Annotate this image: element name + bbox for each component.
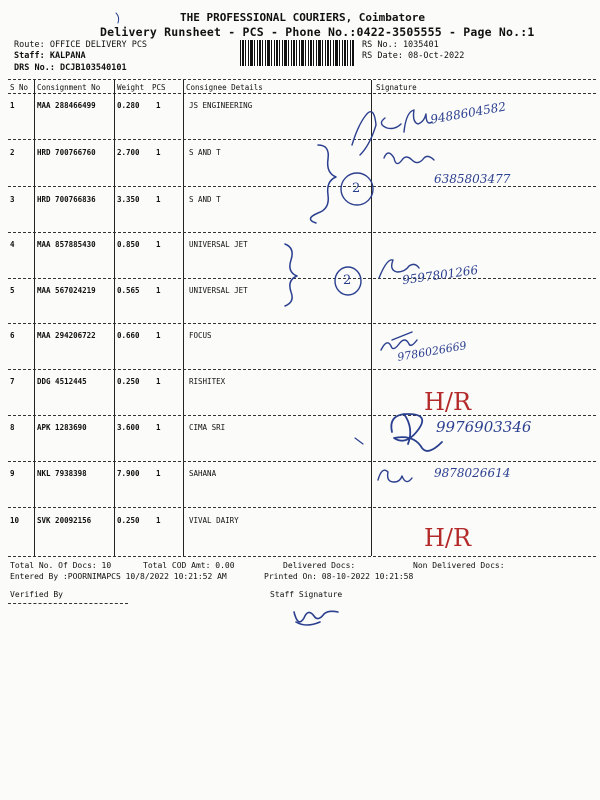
rs-number: RS No.: 1035401: [362, 40, 439, 50]
row-consignee: JS ENGINEERING: [189, 101, 253, 110]
row-pcs: 1: [156, 240, 161, 249]
row-weight: 0.850: [117, 240, 140, 249]
route-text: Route: OFFICE DELIVERY PCS: [14, 40, 148, 50]
row-consignment: MAA 294206722: [37, 331, 96, 340]
bracket-mark: [352, 112, 376, 155]
row-sno: 5: [10, 286, 15, 295]
row-consignee: UNIVERSAL JET: [189, 286, 248, 295]
row-sno: 3: [10, 195, 15, 204]
rs-date: RS Date: 08-Oct-2022: [362, 51, 465, 61]
row-sno: 6: [10, 331, 15, 340]
signature-scribble: [391, 414, 442, 451]
col-header-weight: Weight: [117, 83, 145, 92]
drs-number: DRS No.: DCJB103540101: [14, 63, 127, 73]
col-header-signature: Signature: [376, 83, 417, 92]
handwritten-phone: 9976903346: [436, 418, 532, 436]
row-weight: 0.660: [117, 331, 140, 340]
staff-signature-scribble: [294, 611, 338, 625]
row-weight: 2.700: [117, 148, 140, 157]
row-sno: 8: [10, 423, 15, 432]
row-consignment: APK 1283690: [37, 423, 87, 432]
handwritten-circle-number: 2: [343, 273, 352, 288]
printed-on: Printed On: 08-10-2022 10:21:58: [264, 572, 414, 581]
handwritten-circle-number: 2: [352, 181, 361, 196]
row-pcs: 1: [156, 331, 161, 340]
row-consignment: SVK 20092156: [37, 516, 92, 525]
row-weight: 0.280: [117, 101, 140, 110]
row-sno: 7: [10, 377, 15, 386]
col-header-pcs: PCS: [152, 83, 166, 92]
row-pcs: 1: [156, 377, 161, 386]
tick-mark: [355, 438, 363, 444]
handwritten-phone: 9488604582: [429, 99, 507, 127]
row-sno: 10: [10, 516, 20, 525]
brace-mark: [310, 145, 336, 223]
row-weight: 0.250: [117, 377, 140, 386]
row-pcs: 1: [156, 516, 161, 525]
row-weight: 0.250: [117, 516, 140, 525]
col-header-consignment: Consignment No: [37, 83, 101, 92]
company-title: THE PROFESSIONAL COURIERS, Coimbatore: [180, 11, 426, 24]
entered-by: Entered By :POORNIMAPCS 10/8/2022 10:21:52 AM: [10, 572, 227, 581]
row-consignment: DDG 4512445: [37, 377, 87, 386]
row-consignment: NKL 7938398: [37, 469, 87, 478]
row-pcs: 1: [156, 423, 161, 432]
handwritten-hr-mark: H/R: [424, 524, 472, 552]
staff-signature-label: Staff Signature: [270, 590, 343, 599]
row-pcs: 1: [156, 286, 161, 295]
handwritten-phone: 9878026614: [434, 466, 511, 480]
row-sno: 1: [10, 101, 15, 110]
row-consignee: S AND T: [189, 195, 221, 204]
row-pcs: 1: [156, 148, 161, 157]
row-consignment: HRD 700766836: [37, 195, 96, 204]
row-sno: 4: [10, 240, 15, 249]
row-consignment: MAA 288466499: [37, 101, 96, 110]
row-consignee: VIVAL DAIRY: [189, 516, 239, 525]
col-header-sno: S No: [10, 83, 29, 92]
row-sno: 9: [10, 469, 15, 478]
total-docs: Total No. Of Docs: 10: [10, 561, 112, 570]
row-consignment: HRD 700766760: [37, 148, 96, 157]
handwritten-phone: 9597801266: [401, 262, 479, 288]
row-weight: 7.900: [117, 469, 140, 478]
row-consignee: RISHITEX: [189, 377, 226, 386]
runsheet-title: Delivery Runsheet - PCS - Phone No.:0422-3505555 - Page No.:1: [100, 25, 535, 39]
brace-mark: [285, 244, 297, 306]
handwritten-phone: 9786026669: [396, 339, 468, 364]
row-pcs: 1: [156, 195, 161, 204]
row-consignment: MAA 857885430: [37, 240, 96, 249]
verified-by-label: Verified By: [10, 590, 63, 599]
row-consignee: S AND T: [189, 148, 221, 157]
row-weight: 3.600: [117, 423, 140, 432]
row-consignee: UNIVERSAL JET: [189, 240, 248, 249]
pen-mark: [116, 13, 119, 23]
delivered-docs: Delivered Docs:: [283, 561, 356, 570]
row-consignee: CIMA SRI: [189, 423, 226, 432]
total-cod: Total COD Amt: 0.00: [143, 561, 235, 570]
staff-text: Staff: KALPANA: [14, 51, 86, 61]
signature-scribble: [381, 332, 417, 350]
signature-scribble: [378, 470, 412, 482]
handwritten-hr-mark: H/R: [424, 388, 472, 416]
handwritten-phone: 6385803477: [434, 172, 511, 186]
signature-scribble: [381, 110, 432, 132]
row-pcs: 1: [156, 469, 161, 478]
row-pcs: 1: [156, 101, 161, 110]
row-sno: 2: [10, 148, 15, 157]
row-weight: 0.565: [117, 286, 140, 295]
row-consignee: SAHANA: [189, 469, 217, 478]
row-consignee: FOCUS: [189, 331, 212, 340]
signature-scribble: [384, 153, 434, 164]
non-delivered-docs: Non Delivered Docs:: [413, 561, 505, 570]
row-consignment: MAA 567024219: [37, 286, 96, 295]
row-weight: 3.350: [117, 195, 140, 204]
col-header-consignee: Consignee Details: [186, 83, 263, 92]
